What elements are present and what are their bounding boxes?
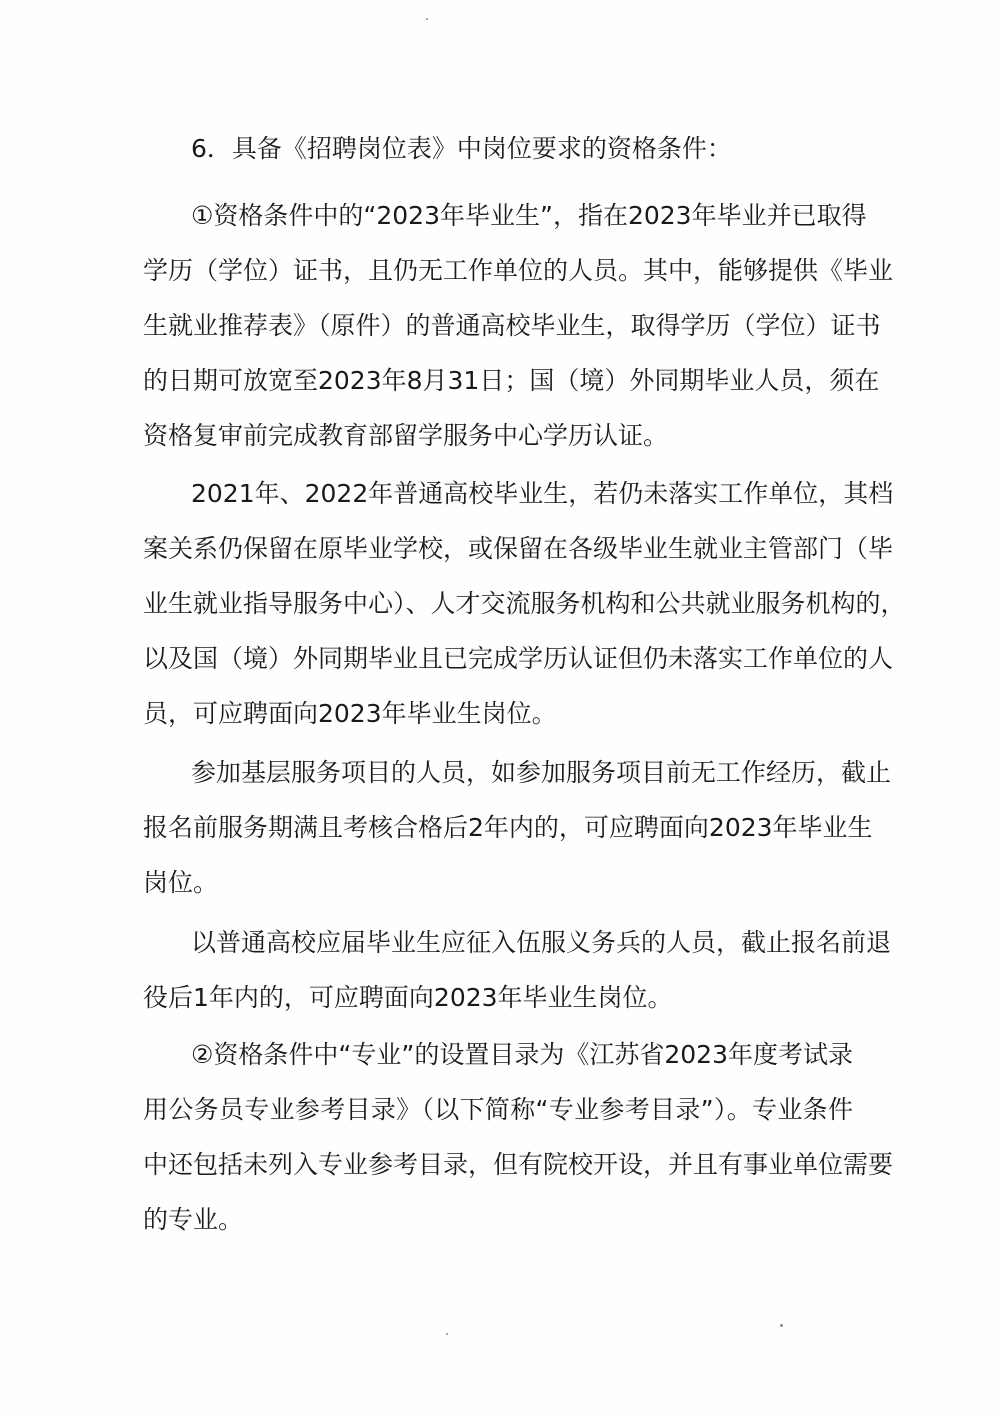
scan-speck [780,1324,783,1327]
paragraph-line: 员，可应聘面向2023年毕业生岗位。 [143,699,557,728]
scan-speck [446,1333,448,1335]
paragraph-previous-graduates [143,466,906,741]
paragraph-line: 的日期可放宽至2023年8月31日；国（境）外同期毕业人员，须在 [143,366,880,395]
paragraph-line: 以及国（境）外同期毕业且已完成学历认证但仍未落实工作单位的人 [143,644,894,673]
paragraph-requirement-6 [143,121,853,176]
paragraph-line: 参加基层服务项目的人员，如参加服务项目前无工作经历，截止 [191,758,892,787]
scan-speck [426,18,428,20]
paragraph-enlisted-graduates [143,915,892,1025]
paragraph-line: 案关系仍保留在原毕业学校，或保留在各级毕业生就业主管部门（毕 [143,534,894,563]
paragraph-line: ②资格条件中“专业”的设置目录为《江苏省2023年度考试录 [191,1040,853,1069]
paragraph-line: 报名前服务期满且考核合格后2年内的，可应聘面向2023年毕业生 [143,813,873,842]
paragraph-line: 的专业。 [143,1205,244,1234]
paragraph-line: 用公务员专业参考目录》（以下简称“专业参考目录”）。专业条件 [143,1095,853,1124]
paragraph-line: 2021年、2022年普通高校毕业生，若仍未落实工作单位，其档 [191,479,894,508]
paragraph-graduate-definition [143,188,894,463]
paragraph-major-catalog [143,1027,894,1247]
paragraph-line: 生就业推荐表》（原件）的普通高校毕业生，取得学历（学位）证书 [143,311,881,340]
paragraph-line: 役后1年内的，可应聘面向2023年毕业生岗位。 [143,983,673,1012]
paragraph-line: 以普通高校应届毕业生应征入伍服义务兵的人员，截止报名前退 [191,928,892,957]
paragraph-line: ①资格条件中的“2023年毕业生”，指在2023年毕业并已取得 [191,201,867,230]
paragraph-line: 中还包括未列入专业参考目录，但有院校开设，并且有事业单位需要 [143,1150,894,1179]
paragraph-line: 业生就业指导服务中心）、人才交流服务机构和公共就业服务机构的， [143,589,906,618]
paragraph-line: 学历（学位）证书，且仍无工作单位的人员。其中，能够提供《毕业 [143,256,894,285]
paragraph-grassroots-service [143,745,892,910]
paragraph-line: 资格复审前完成教育部留学服务中心学历认证。 [143,421,669,450]
paragraph-line: 岗位。 [143,868,219,897]
paragraph-line: 6．具备《招聘岗位表》中岗位要求的资格条件： [191,134,732,163]
